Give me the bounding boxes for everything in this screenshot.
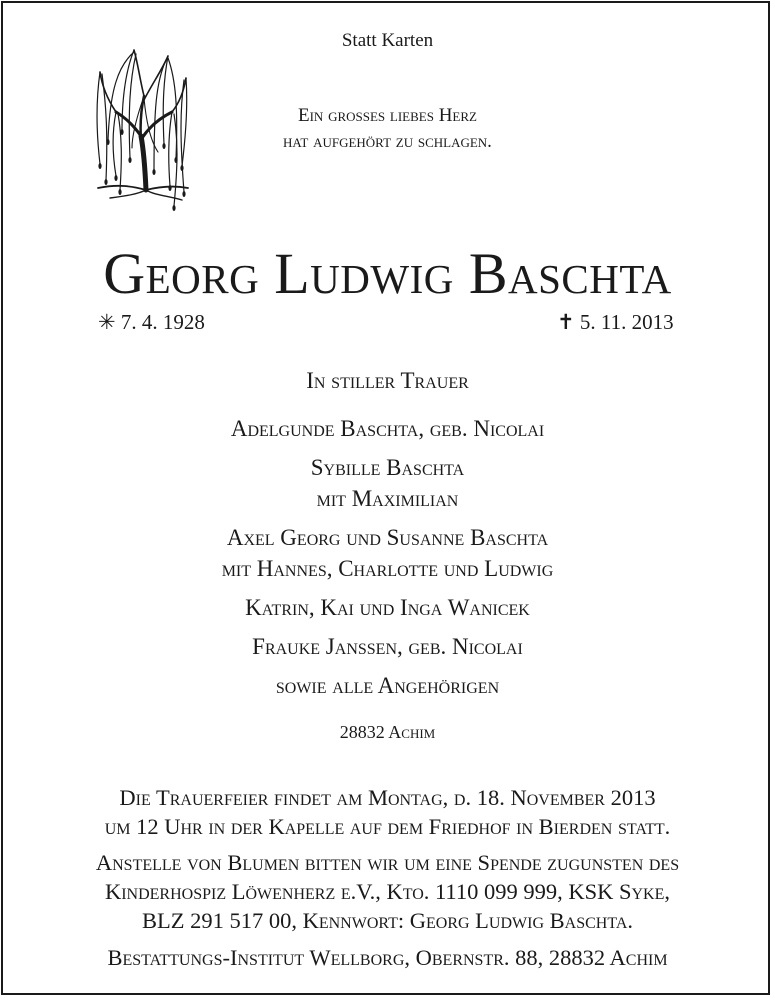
- mourner-line: Sybille Baschta: [310, 455, 465, 480]
- birth-date: [98, 310, 205, 335]
- death-date-value: 5. 11. 2013: [579, 310, 674, 334]
- mourner-line: mit Maximilian: [316, 486, 459, 511]
- donation-info-line: Kinderhospiz Löwenherz e.V., Kto. 1110 099 999, KSK Syke,: [104, 879, 671, 904]
- willow-tree-icon: [88, 40, 192, 212]
- mourner-line: Katrin, Kai und Inga Wanicek: [245, 595, 530, 620]
- donation-info-line: BLZ 291 517 00, Kennwort: Georg Ludwig Baschta.: [141, 908, 634, 933]
- service-info-line: um 12 Uhr in der Kapelle auf dem Friedhof in Bierden statt.: [104, 814, 671, 839]
- mourner-line: Adelgunde Baschta, geb. Nicolai: [230, 416, 545, 441]
- service-info-line: Die Trauerfeier findet am Montag, d. 18. November 2013: [119, 785, 656, 810]
- death-date: [557, 310, 674, 335]
- mourner-line: sowie alle Angehörigen: [275, 673, 500, 698]
- header-note: Statt Karten: [341, 30, 434, 51]
- deceased-name: Georg Ludwig Baschta: [103, 241, 672, 306]
- mourner-line: mit Hannes, Charlotte und Ludwig: [221, 556, 554, 581]
- death-cross-icon: ✝: [557, 310, 575, 334]
- city: 28832 Achim: [339, 722, 436, 742]
- birth-date-value: 7. 4. 1928: [120, 310, 205, 334]
- motto-line: hat aufgehört zu schlagen.: [283, 131, 492, 152]
- mourning-intro: In stiller Trauer: [306, 368, 469, 393]
- birth-star-icon: ✳: [98, 310, 116, 334]
- motto-line: Ein grosses liebes Herz: [298, 105, 477, 126]
- mourner-line: Frauke Janssen, geb. Nicolai: [252, 634, 523, 659]
- mourner-line: Axel Georg und Susanne Baschta: [226, 525, 549, 550]
- motto: [200, 103, 575, 155]
- funeral-home: Bestattungs-Institut Wellborg, Obernstr. 88, 28832 Achim: [107, 945, 668, 970]
- donation-info-line: Anstelle von Blumen bitten wir um eine Spende zugunsten des: [95, 850, 680, 875]
